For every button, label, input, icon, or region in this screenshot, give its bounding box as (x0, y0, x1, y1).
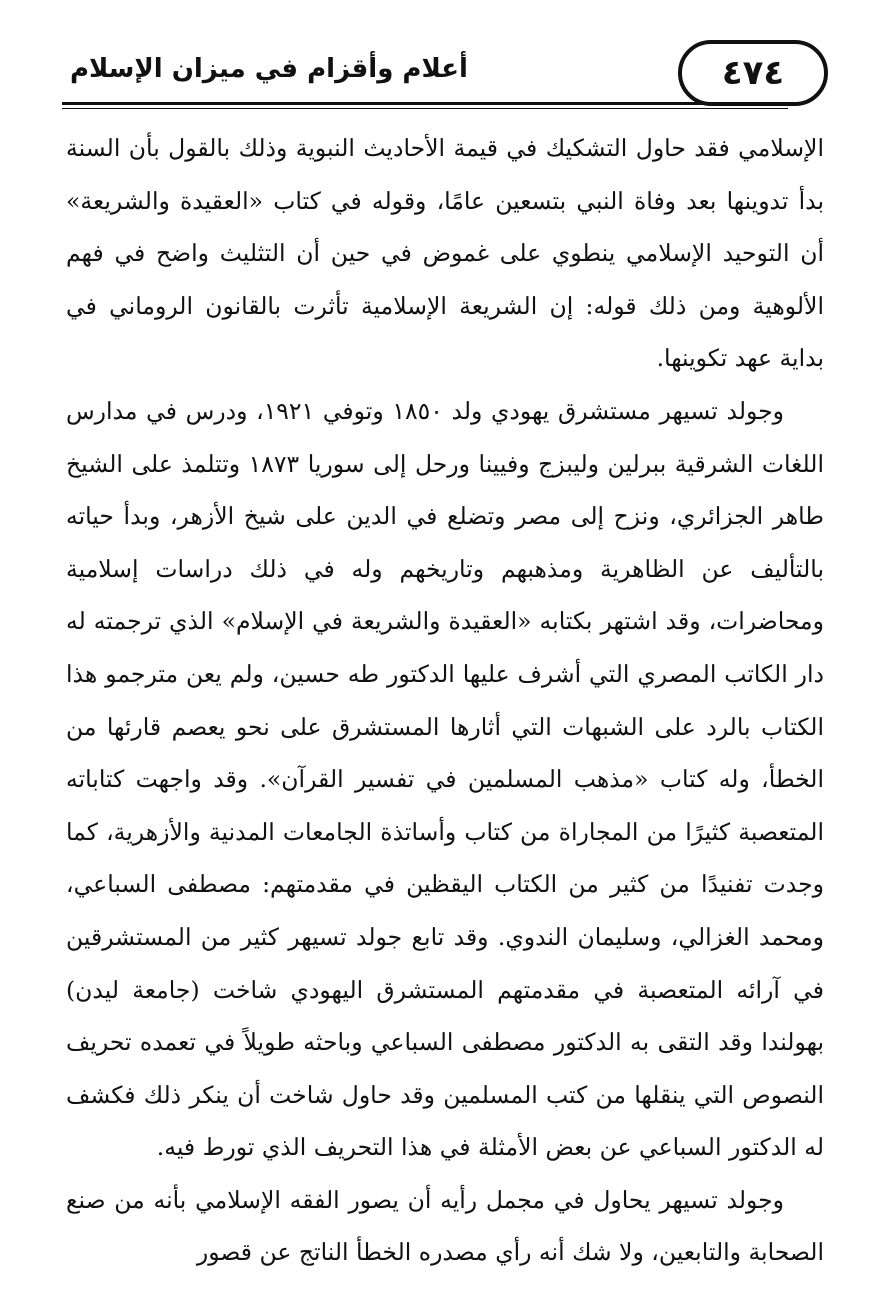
page-header (62, 40, 828, 118)
header-rule-thin (62, 108, 788, 109)
header-rule (62, 102, 788, 105)
paragraph-2: وجولد تسيهر مستشرق يهودي ولد ١٨٥٠ وتوفي ١٩٢١، ودرس في مدارس اللغات الشرقية ببرلين وليبزج وفيينا ورحل إلى سوريا ١٨٧٣ وتتلمذ على الشيخ طاهر الجزائري، ونزح إلى مصر وتضلع في الدين على شيخ الأزهر، وبدأ حياته بالتأليف عن الظاهرية ومذهبهم وتاريخهم وله في ذلك دراسات إسلامية ومحاضرات، وقد اشتهر بكتابه «العقيدة والشريعة في الإسلام» الذي ترجمته له دار الكاتب المصري التي أشرف عليها الدكتور طه حسين، ولم يعن مترجمو هذا الكتاب بالرد على الشبهات التي أثارها المستشرق على نحو يعصم قارئها من الخطأ، وله كتاب «مذهب المسلمين في تفسير القرآن». وقد واجهت كتاباته المتعصبة كثيرًا من المجاراة من كتاب وأساتذة الجامعات المدنية والأزهرية، كما وجدت تفنيدًا من كثير من الكتاب اليقظين في مقدمتهم: مصطفى السباعي، ومحمد الغزالي، وسليمان الندوي. وقد تابع جولد تسيهر كثير من المستشرقين في آرائه المتعصبة في مقدمتهم المستشرق اليهودي شاخت (جامعة ليدن) بهولندا وقد التقى به الدكتور مصطفى السباعي وباحثه طويلاً في تعمده تحريف النصوص التي ينقلها من كتب المسلمين وقد حاول شاخت أن ينكر ذلك فكشف له الدكتور السباعي عن بعض الأمثلة في هذا التحريف الذي تورط فيه. (66, 396, 824, 1162)
running-title: أعلام وأقزام في ميزان الإسلام (70, 54, 468, 84)
page-number: ٤٧٤ (678, 40, 828, 106)
paragraph-1: الإسلامي فقد حاول التشكيك في قيمة الأحاديث النبوية وذلك بالقول بأن السنة بدأ تدوينها بعد وفاة النبي بتسعين عامًا، وقوله في كتاب «العقيدة والشريعة» أن التوحيد الإسلامي ينطوي على غموض في حين أن التثليث واضح في فهم الألوهية ومن ذلك قوله: إن الشريعة الإسلامية تأثرت بالقانون الروماني في بداية عهد تكوينها. (66, 134, 824, 373)
body-text (66, 122, 824, 1279)
paragraph-3: وجولد تسيهر يحاول في مجمل رأيه أن يصور الفقه الإسلامي بأنه من صنع الصحابة والتابعين، ولا شك أنه رأي مصدره الخطأ الناتج عن قصور (66, 1185, 824, 1267)
